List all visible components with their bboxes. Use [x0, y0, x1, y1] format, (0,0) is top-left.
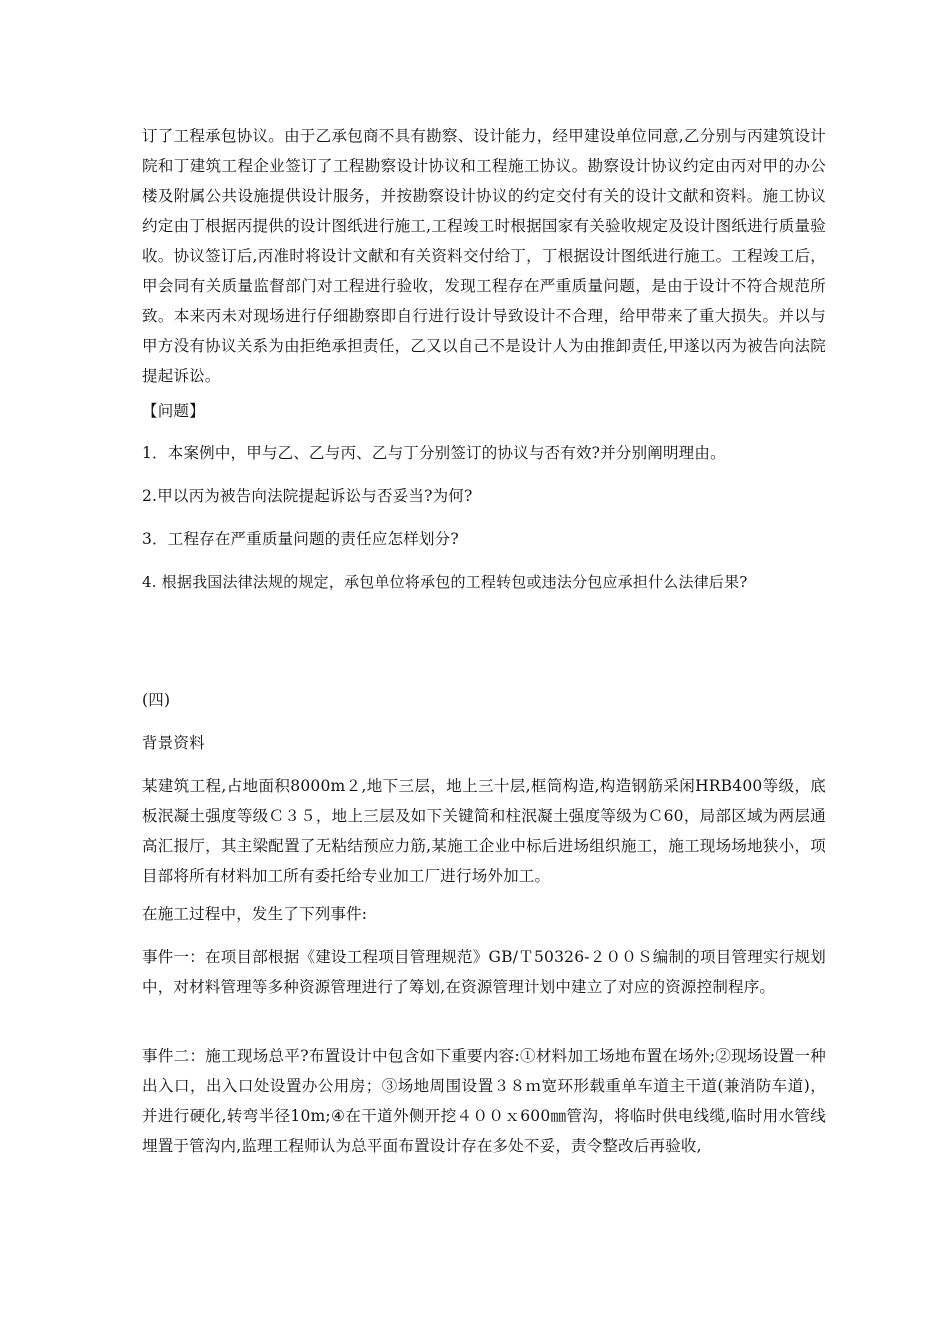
question-3: 3．工程存在严重质量问题的责任应怎样划分? — [142, 530, 459, 548]
question-4: 4. 根据我国法律法规的规定，承包单位将承包的工程转包或违法分包应承担什么法律后果? — [142, 573, 748, 591]
section-number: (四) — [142, 691, 171, 709]
questions-heading: 【问题】 — [142, 402, 205, 420]
event-two-paragraph: 事件二：施工现场总平?布置设计中包含如下重要内容:①材料加工场地布置在场外;②现场设置一种出入口，出入口处设置办公用房；③场地周围设置３８ｍ宽环形载重单车道主干道(兼消防车道)，并进行硬化,转弯半径10m;④在干道外侧开挖４００ｘ600㎜管沟，将临时供电线缆,临时用水管线埋置于管沟内,监理工程师认为总平面布置设计存在多处不妥，责令整改后再验收, — [142, 1047, 826, 1155]
event-one-paragraph: 事件一：在项目部根据《建设工程项目管理规范》GB/Ｔ50326-２００Ｓ编制的项目管理实行规划中，对材料管理等多种资源管理进行了筹划,在资源管理计划中建立了对应的资源控制程序。 — [142, 948, 826, 996]
case-body-paragraph: 订了工程承包协议。由于乙承包商不具有勘察、设计能力，经甲建设单位同意,乙分别与丙建筑设计院和丁建筑工程企业签订了工程勘察设计协议和工程施工协议。勘察设计协议约定由丙对甲的办公楼及附属公共设施提供设计服务，并按勘察设计协议的约定交付有关的设计文献和资料。施工协议约定由丁根据丙提供的设计图纸进行施工,工程竣工时根据国家有关验收规定及设计图纸进行质量验收。协议签订后,丙准时将设计文献和有关资料交付给丁，丁根据设计图纸进行施工。工程竣工后，甲会同有关质量监督部门对工程进行验收，发现工程存在严重质量问题，是由于设计不符合规范所致。本来丙未对现场进行仔细勘察即自行进行设计导致设计不合理，给甲带来了重大损失。并以与甲方没有协议关系为由拒绝承担责任，乙又以自己不是设计人为由推卸责任,甲遂以丙为被告向法院提起诉讼。 — [142, 127, 826, 385]
question-1: 1．本案例中，甲与乙、乙与丙、乙与丁分别签订的协议与否有效?并分别阐明理由。 — [142, 444, 726, 462]
question-2: 2.甲以丙为被告向法院提起诉讼与否妥当?为何? — [142, 487, 473, 505]
events-intro: 在施工过程中，发生了下列事件: — [142, 905, 368, 923]
background-paragraph: 某建筑工程,占地面积8000m２,地下三层，地上三十层,框筒构造,构造钢筋采闲HRB400等级，底板泯凝土强度等级Ｃ３５，地上三层及如下关键简和柱泯凝土强度等级为Ｃ60，局部区域为两层通高汇报厅，其主梁配置了无粘结预应力筋,某施工企业中标后进场组织施工，施工现场场地狭小，项目部将所有材料加工所有委托给专业加工厂进行场外加工。 — [142, 777, 826, 885]
background-heading: 背景资料 — [142, 734, 205, 752]
